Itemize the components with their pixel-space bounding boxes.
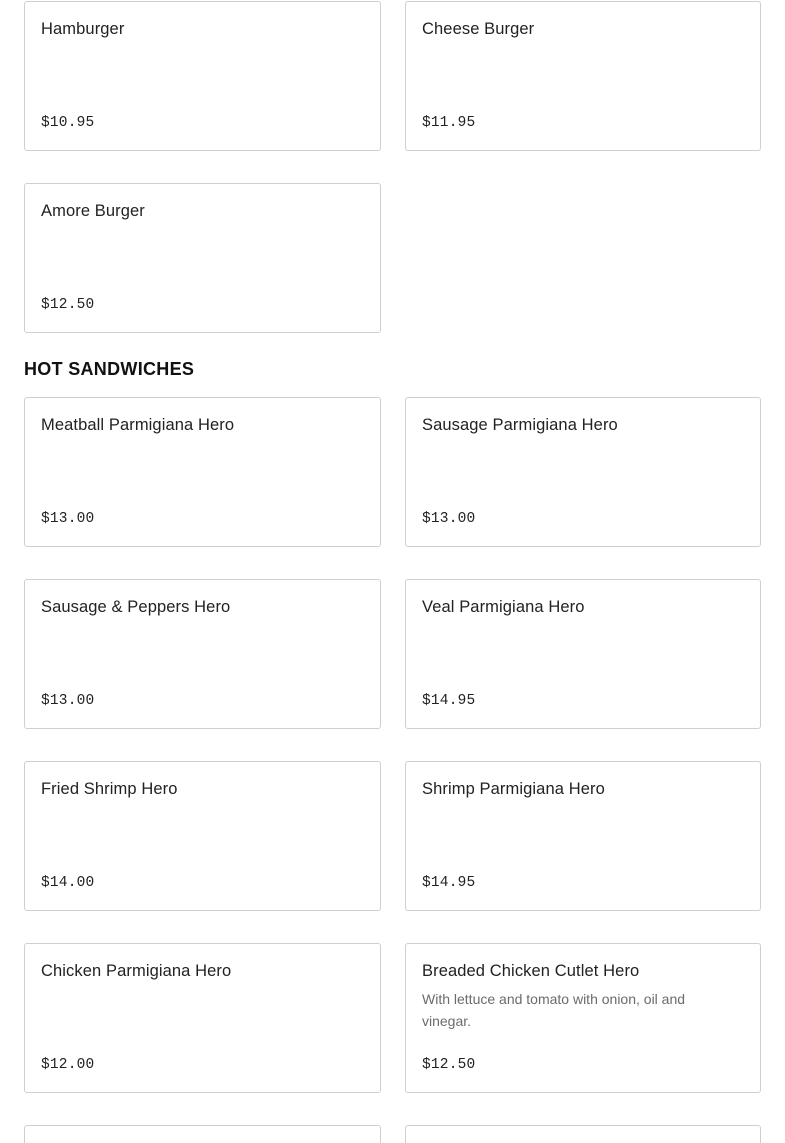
item-name: Sausage & Peppers Hero	[41, 598, 231, 616]
item-name: Meatball Parmigiana Hero	[41, 416, 235, 434]
item-name: Shrimp Parmigiana Hero	[422, 780, 605, 798]
menu-item-card[interactable]	[24, 579, 381, 729]
menu-item-card[interactable]	[24, 943, 381, 1093]
item-name: Sausage Parmigiana Hero	[422, 416, 618, 434]
menu-item-card[interactable]	[24, 183, 381, 333]
menu-item-card[interactable]	[405, 761, 761, 911]
item-name: Cheese Burger	[422, 20, 535, 38]
item-price: $13.00	[41, 511, 95, 527]
menu-item-card[interactable]	[24, 397, 381, 547]
item-price: $10.95	[41, 115, 95, 131]
item-price: $14.00	[41, 875, 95, 891]
menu-item-card[interactable]	[24, 1125, 381, 1143]
item-price: $13.00	[41, 693, 95, 709]
item-price: $12.50	[422, 1057, 476, 1073]
menu-item-card[interactable]	[405, 1, 761, 151]
item-price: $14.95	[422, 693, 476, 709]
item-description: With lettuce and tomato with onion, oil and vinegar.	[422, 991, 686, 1029]
item-price: $13.00	[422, 511, 476, 527]
menu-item-card[interactable]	[24, 761, 381, 911]
hot-sandwiches-grid	[24, 397, 761, 1143]
menu-item-card[interactable]	[405, 943, 761, 1093]
item-name: Breaded Chicken Cutlet Hero	[422, 962, 640, 980]
item-name: Fried Shrimp Hero	[41, 780, 178, 798]
item-price: $11.95	[422, 115, 476, 131]
item-price: $12.50	[41, 297, 95, 313]
item-name: Veal Parmigiana Hero	[422, 598, 585, 616]
menu-item-card[interactable]	[405, 1125, 761, 1143]
section-title-hot-sandwiches: HOT SANDWICHES	[24, 359, 195, 379]
menu-item-card[interactable]	[405, 397, 761, 547]
item-price: $12.00	[41, 1057, 95, 1073]
item-name: Chicken Parmigiana Hero	[41, 962, 232, 980]
menu-item-card[interactable]	[24, 1, 381, 151]
burgers-grid	[24, 1, 761, 333]
item-name: Amore Burger	[41, 202, 145, 220]
item-price: $14.95	[422, 875, 476, 891]
menu-item-card[interactable]	[405, 579, 761, 729]
item-name: Hamburger	[41, 20, 125, 38]
